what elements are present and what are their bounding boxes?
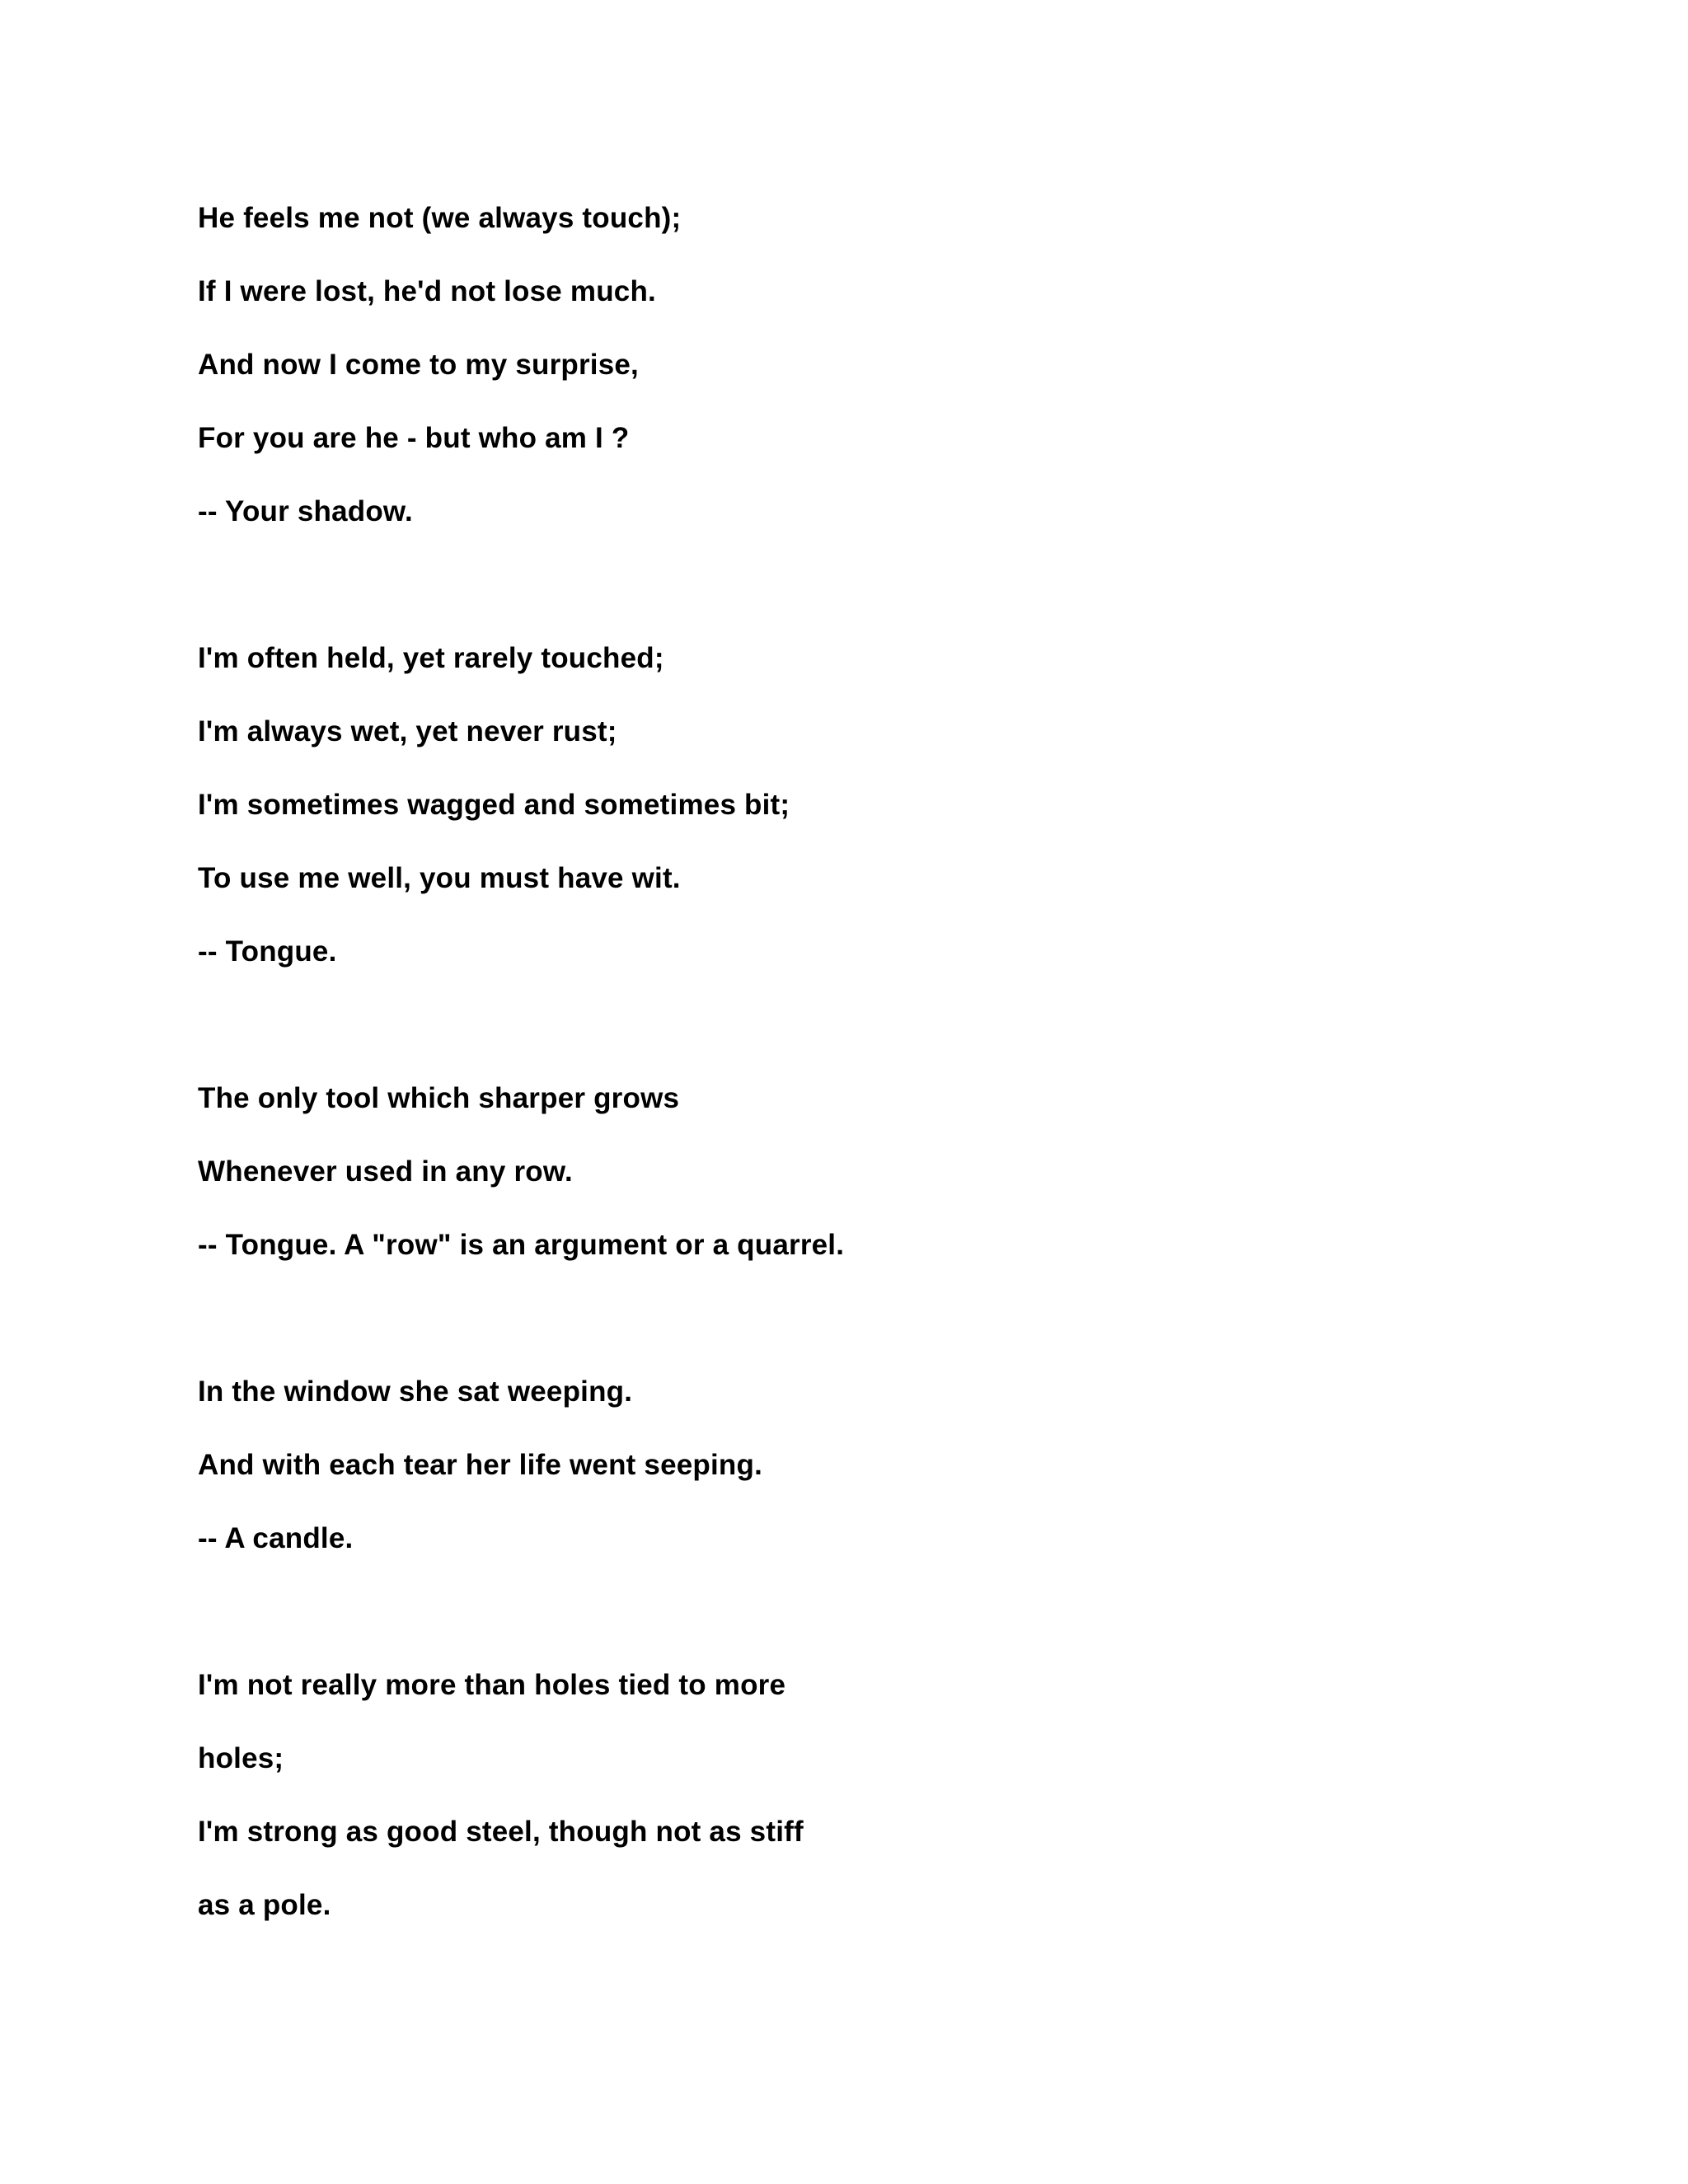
text-line: In the window she sat weeping. xyxy=(198,1376,633,1408)
riddle-answer: -- Tongue. A "row" is an argument or a quarrel. xyxy=(198,1229,845,1261)
text-line: For you are he - but who am I ? xyxy=(198,422,630,454)
riddle-answer: -- Tongue. xyxy=(198,935,337,968)
text-line: I'm strong as good steel, though not as stiff xyxy=(198,1816,804,1848)
text-line: The only tool which sharper grows xyxy=(198,1082,680,1114)
text-line: He feels me not (we always touch); xyxy=(198,202,682,234)
text-line: Whenever used in any row. xyxy=(198,1155,573,1188)
text-line: as a pole. xyxy=(198,1889,331,1921)
riddle-answer: -- A candle. xyxy=(198,1522,354,1554)
text-line: If I were lost, he'd not lose much. xyxy=(198,275,656,307)
text-line: I'm always wet, yet never rust; xyxy=(198,715,617,748)
riddle-answer: -- Your shadow. xyxy=(198,495,413,527)
text-line: And now I come to my surprise, xyxy=(198,349,639,381)
text-line: holes; xyxy=(198,1742,284,1774)
text-line: And with each tear her life went seeping. xyxy=(198,1449,763,1481)
text-line: I'm often held, yet rarely touched; xyxy=(198,642,664,674)
text-line: I'm sometimes wagged and sometimes bit; xyxy=(198,789,790,821)
text-line: I'm not really more than holes tied to more xyxy=(198,1669,786,1701)
text-line: To use me well, you must have wit. xyxy=(198,862,681,894)
